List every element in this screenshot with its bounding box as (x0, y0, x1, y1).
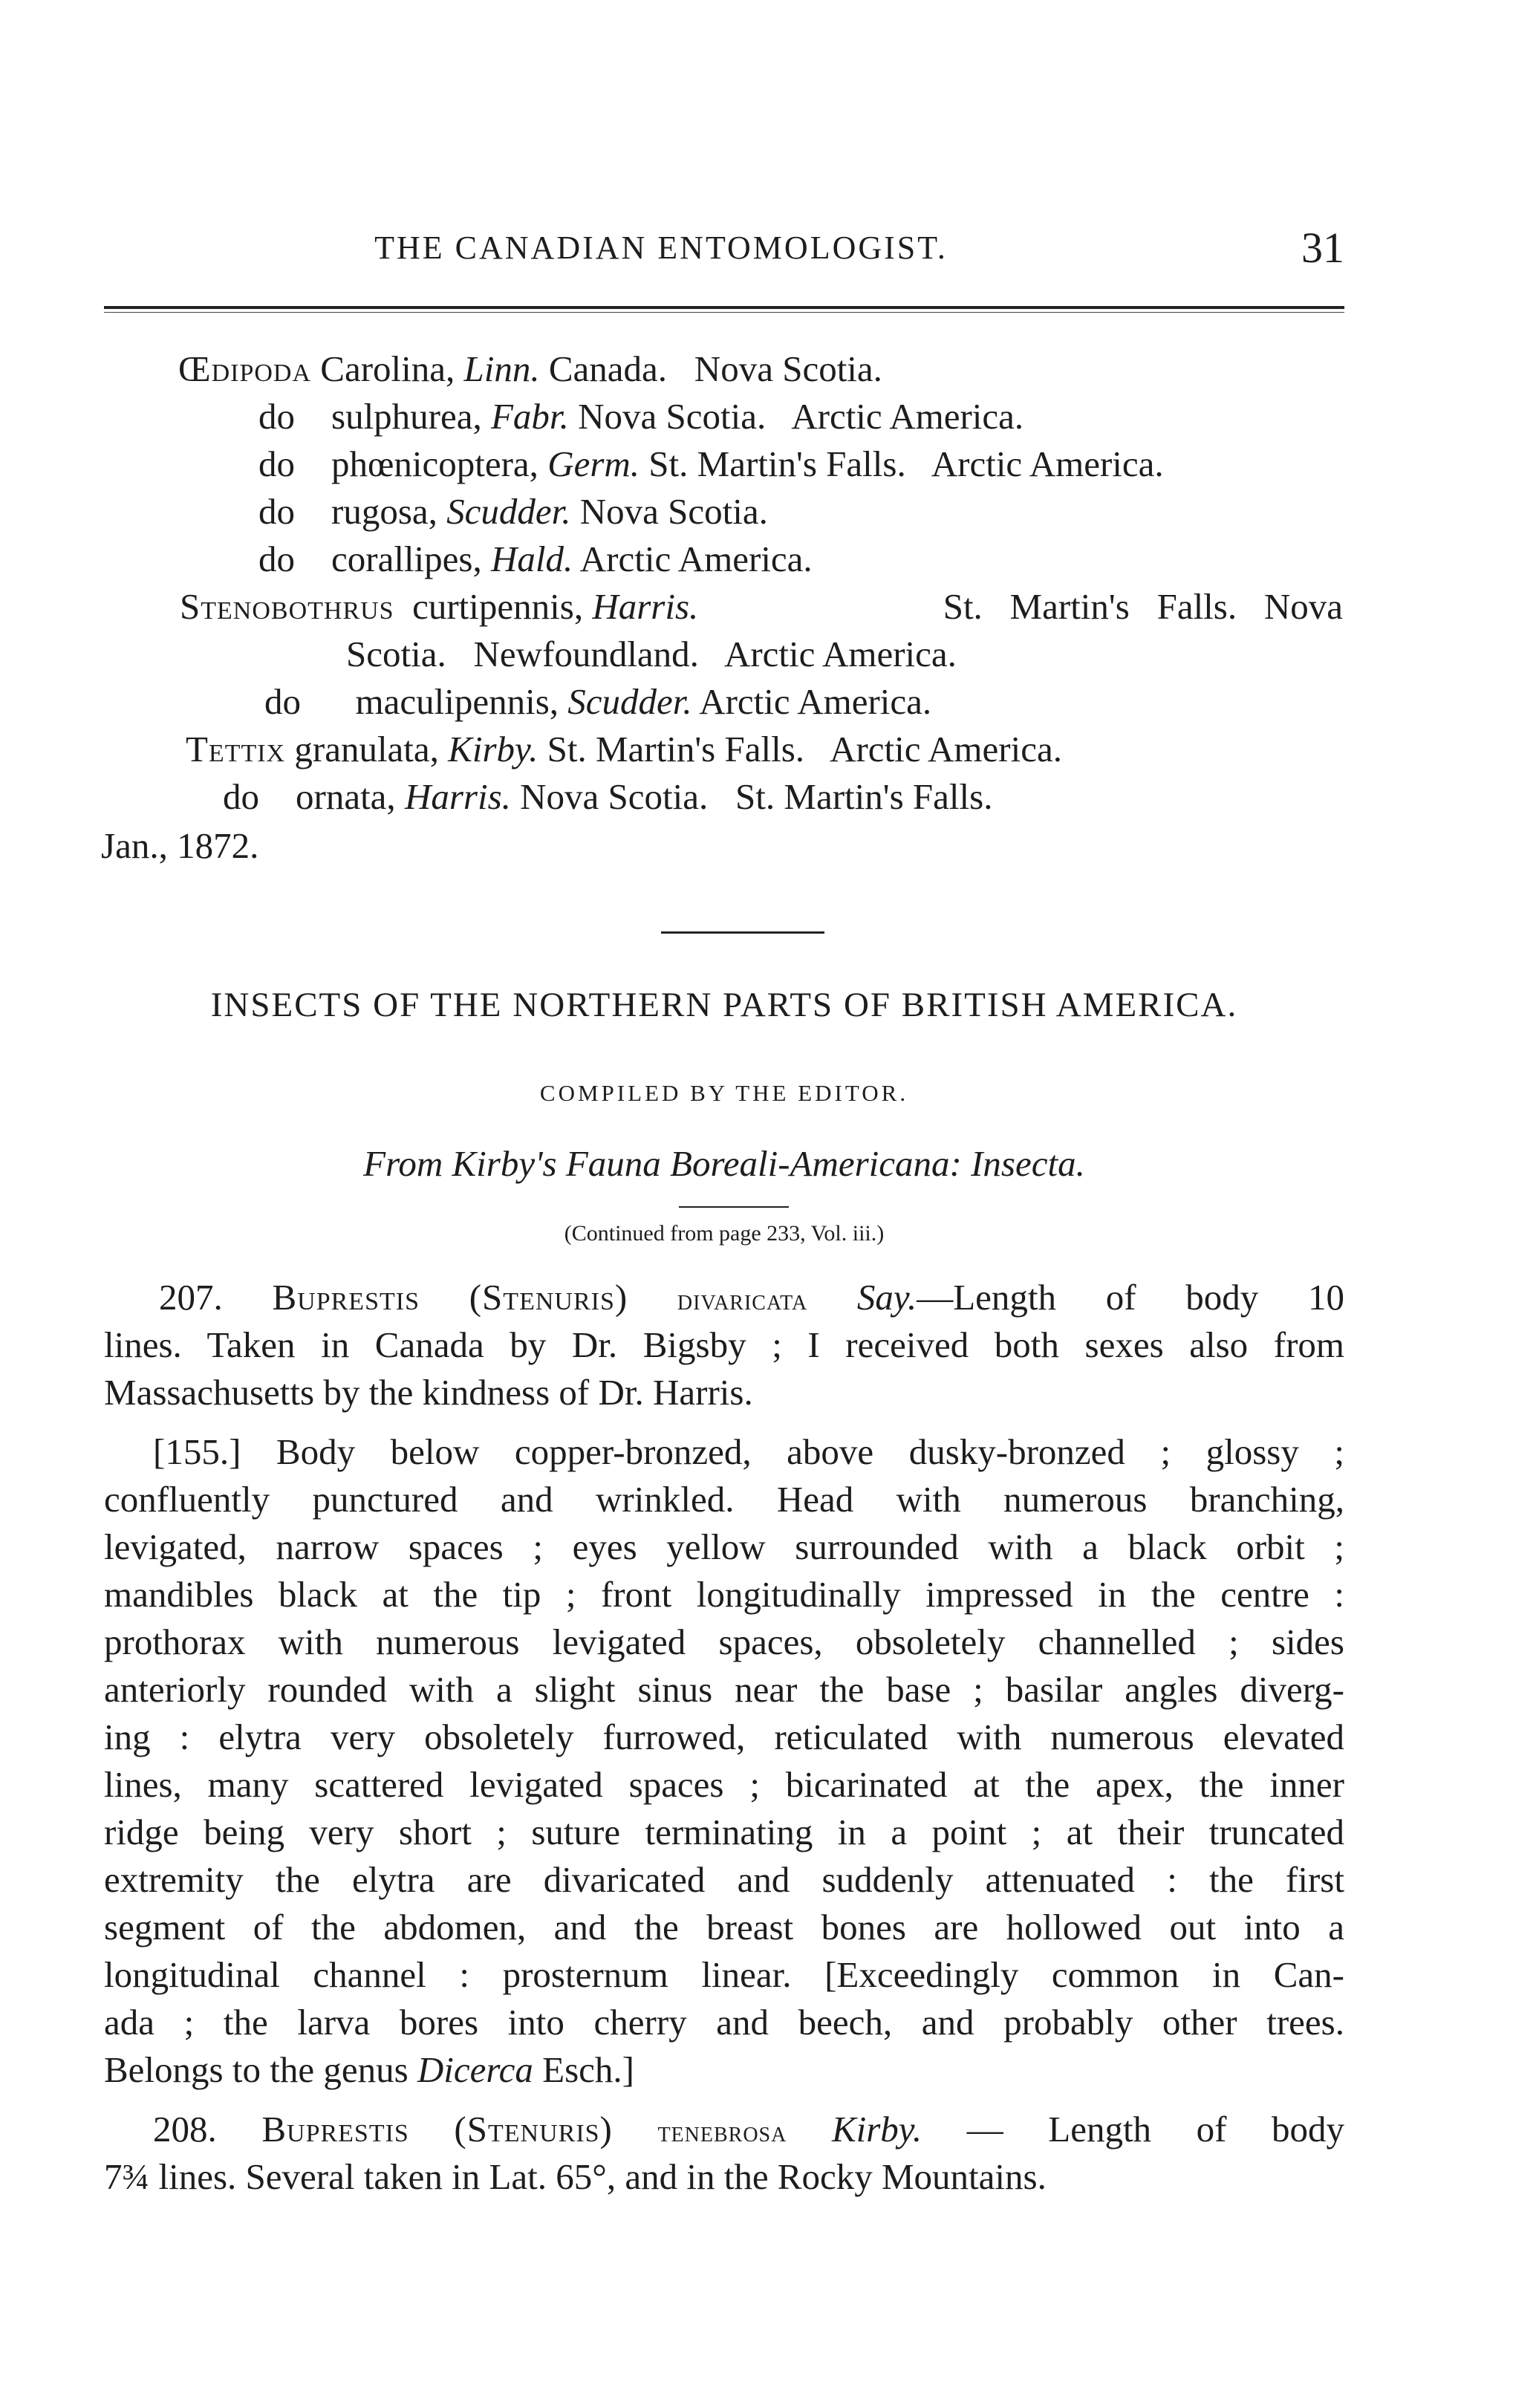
description-line: ridge being very short ; suture terminating in a point ; at their truncated (104, 1812, 1344, 1852)
description-line: ing : elytra very obsoletely furrowed, reticulated with numerous elevated (104, 1716, 1344, 1757)
entry-207-line: Massachusetts by the kindness of Dr. Harris. (104, 1372, 753, 1413)
description-line: Belongs to the genus Dicerca Esch.] (104, 2049, 634, 2090)
description-line: prothorax with numerous levigated spaces, obsoletely channelled ; sides (104, 1621, 1344, 1662)
header-rule (104, 306, 1344, 309)
section-divider (661, 931, 824, 934)
list-item: do phœnicoptera, Germ. St. Martin's Falls. Arctic America. (258, 443, 1164, 484)
list-item: do maculipennis, Scudder. Arctic America. (264, 681, 932, 722)
article-byline: COMPILED BY THE EDITOR. (539, 1080, 909, 1106)
list-item: do sulphurea, Fabr. Nova Scotia. Arctic America. (258, 396, 1024, 437)
description-line: ada ; the larva bores into cherry and beech, and probably other trees. (104, 2002, 1344, 2043)
description-line: [155.] Body below copper-bronzed, above dusky-bronzed ; glossy ; (153, 1431, 1344, 1472)
page-number: 31 (1301, 224, 1344, 272)
entry-208-line: 208. Buprestis (Stenuris) tenebrosa Kirby. — Length of body (153, 2109, 1345, 2150)
running-title: THE CANADIAN ENTOMOLOGIST. (374, 230, 948, 266)
entry-207-line: 207. Buprestis (Stenuris) divaricata Say.—Length of body 10 (159, 1277, 1345, 1318)
description-line: longitudinal channel : prosternum linear. [Exceedingly common in Can- (104, 1954, 1344, 1995)
entry-207-line: lines. Taken in Canada by Dr. Bigsby ; I received both sexes also from (104, 1324, 1344, 1365)
header-rule-thin (104, 312, 1344, 313)
description-line: segment of the abdomen, and the breast bones are hollowed out into a (104, 1907, 1344, 1947)
running-head (104, 223, 1344, 282)
article-title: INSECTS OF THE NORTHERN PARTS OF BRITISH AMERICA. (210, 986, 1238, 1024)
list-item-continuation: Scotia. Newfoundland. Arctic America. (346, 634, 957, 674)
list-item: do ornata, Harris. Nova Scotia. St. Martin's Falls. (223, 776, 993, 817)
description-line: levigated, narrow spaces ; eyes yellow surrounded with a black orbit ; (104, 1526, 1344, 1567)
article-source: From Kirby's Fauna Boreali-Americana: Insecta. (363, 1143, 1085, 1184)
description-line: anteriorly rounded with a slight sinus near the base ; basilar angles diverg- (104, 1669, 1344, 1710)
list-item: Stenobothrus curtipennis, Harris. St. Martin's Falls. Nova (180, 586, 1343, 627)
list-item: Tettix granulata, Kirby. St. Martin's Falls. Arctic America. (186, 729, 1062, 769)
description-line: mandibles black at the tip ; front longitudinally impressed in the centre : (104, 1574, 1344, 1615)
description-line: lines, many scattered levigated spaces ; bicarinated at the apex, the inner (104, 1764, 1344, 1805)
description-line: extremity the elytra are divaricated and suddenly attenuated : the first (104, 1859, 1344, 1900)
source-rule (679, 1206, 789, 1208)
list-item: do rugosa, Scudder. Nova Scotia. (258, 491, 768, 532)
list-item: Œdipoda Carolina, Linn. Canada. Nova Scotia. (178, 348, 882, 389)
date-line: Jan., 1872. (101, 825, 259, 866)
description-line: confluently punctured and wrinkled. Head with numerous branching, (104, 1479, 1344, 1520)
entry-208-line: 7¾ lines. Several taken in Lat. 65°, and in the Rocky Mountains. (104, 2156, 1047, 2197)
continued-note: (Continued from page 233, Vol. iii.) (564, 1221, 885, 1246)
list-item: do corallipes, Hald. Arctic America. (258, 538, 813, 579)
